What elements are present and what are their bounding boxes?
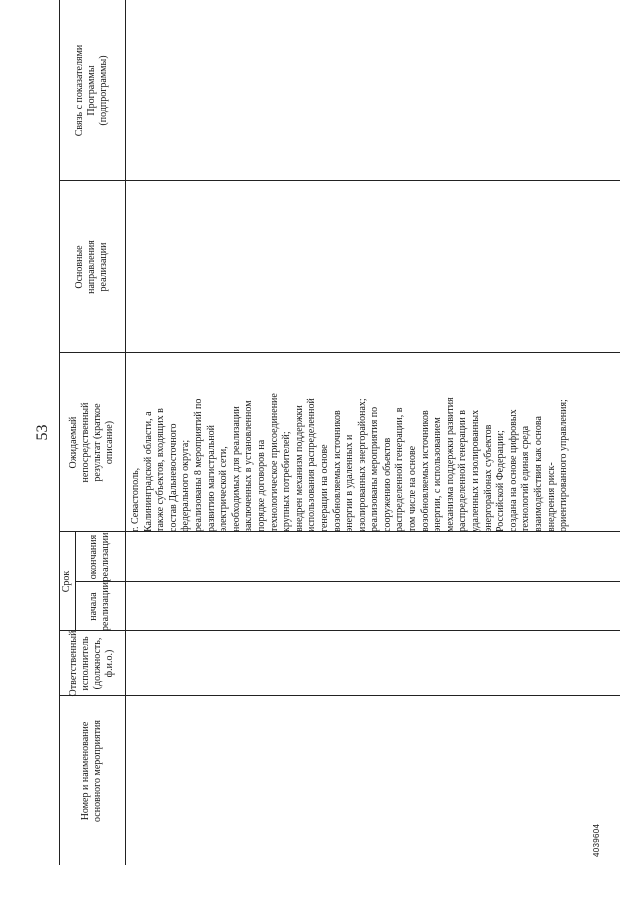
column-divider-6 <box>59 180 620 181</box>
expected-result-line: Российской Федерации; <box>495 430 507 532</box>
expected-result-line: возобновляемых источников <box>419 410 431 532</box>
page-number: 53 <box>34 424 51 441</box>
header-responsible: Ответственный исполнитель (должность, ф.и.о.) <box>68 630 115 697</box>
header-link-to-indicators: Связь с показателями Программы (подпрограммы) <box>74 44 109 137</box>
expected-result-line: распределенной генерации в <box>457 410 469 532</box>
expected-result-line: ориентированного управления; <box>558 399 570 532</box>
expected-result-line: технологий единая среда <box>520 425 532 532</box>
expected-result-text <box>130 372 571 532</box>
expected-result-line: Калининградской области, а <box>142 411 154 532</box>
document-id: 4039604 <box>592 823 601 857</box>
expected-result-line: генерации на основе <box>318 444 330 532</box>
expected-result-line: реализованы 8 мероприятий по <box>192 398 204 532</box>
expected-result-line: механизма поддержки развития <box>444 397 456 532</box>
expected-result-line: федерального округа; <box>180 439 192 532</box>
expected-result-line: электрической сети, <box>218 446 230 532</box>
expected-result-line: использования распределенной <box>306 398 318 532</box>
expected-result-line: сооружению объектов <box>381 437 393 532</box>
column-divider-2 <box>59 630 620 631</box>
expected-result-line: необходимых для реализации <box>230 406 242 532</box>
expected-result-line: технологическое присоединение <box>268 393 280 532</box>
expected-result-line: том числе на основе <box>407 445 419 532</box>
expected-result-line: заключенных в установленном <box>243 400 255 532</box>
expected-result-line: внедрения риск- <box>545 462 557 532</box>
expected-result-line: порядке договоров на <box>255 439 267 532</box>
table-header-bottom-border <box>125 0 126 865</box>
column-divider-5 <box>59 352 620 353</box>
expected-result-line: состав Дальневосточного <box>167 423 179 532</box>
expected-result-line: распределенной генерации, в <box>394 407 406 532</box>
expected-result-line: создана на основе цифровых <box>507 409 519 532</box>
expected-result-line: изолированных энергорайонах; <box>356 398 368 532</box>
header-term: Срок <box>61 570 72 593</box>
expected-result-line: взаимодействия как основа <box>533 416 544 532</box>
rotated-page <box>30 0 620 865</box>
expected-result-line: г. Севастополь, <box>130 467 141 532</box>
expected-result-line: удаленных и изолированных <box>470 409 482 532</box>
column-divider-1 <box>59 695 620 696</box>
header-main-directions: Основные направления реализации <box>74 240 109 294</box>
header-number-and-name: Номер и наименование основного мероприятия <box>80 720 103 822</box>
expected-result-line: внедрен механизм поддержки <box>293 405 305 532</box>
header-term-end: окончания реализации <box>88 532 111 582</box>
expected-result-line: энергии, с использованием <box>432 417 444 532</box>
column-divider-3 <box>75 581 620 582</box>
expected-result-line: возобновляемых источников <box>331 410 343 532</box>
expected-result-line: энергорайонах субъектов <box>482 424 494 532</box>
header-term-start: начала реализации <box>88 582 111 631</box>
header-expected-result: Ожидаемый непосредственный результат (краткое описание) <box>68 402 115 483</box>
expected-result-line: также субъектов, входящих в <box>155 408 167 532</box>
expected-result-line: энергии в удаленных и <box>344 434 356 532</box>
expected-result-line: реализованы мероприятия по <box>369 406 381 532</box>
expected-result-line: крупных потребителей; <box>281 431 293 532</box>
expected-result-line: развитию магистральной <box>205 424 217 532</box>
